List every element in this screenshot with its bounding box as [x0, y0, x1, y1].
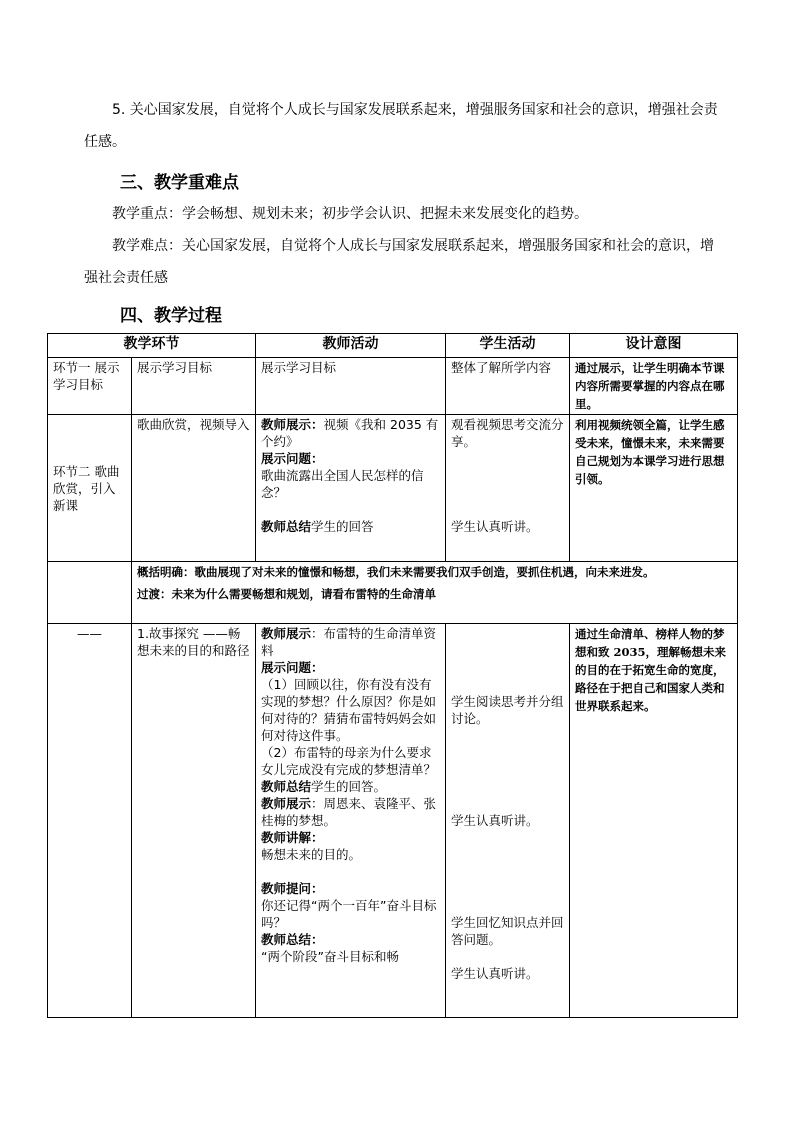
key-point-paragraph	[84, 198, 724, 230]
row3-student-text-1: 学生阅读思考并分组讨论。	[451, 694, 564, 726]
summary-line-1: 概括明确：歌曲展现了对未来的憧憬和畅想，我们未来需要我们双手创造，要抓住机遇，向未来进发。	[137, 565, 655, 579]
row1-design: 通过展示，让学生明确本节课内容所需要掌握的内容点在哪里。	[570, 358, 738, 415]
row2-teacher-text-3: 学生的回答	[311, 519, 374, 534]
row3-design: 通过生命清单、榜样人物的梦想和致 2035，理解畅想未来的目的在于拓宽生命的宽度，路径在于把自己和国家人类和世界联系起来。	[570, 624, 738, 1018]
table-row	[48, 358, 738, 415]
row3-teacher-text-3: 学生的回答。	[311, 779, 387, 794]
row3-teacher-text-1: ：布雷特的生命清单资料	[261, 626, 437, 658]
row2-sub: 歌曲欣赏，视频导入	[132, 415, 256, 562]
row2-teacher-text-2: 歌曲流露出全国人民怎样的信念？	[261, 468, 424, 500]
row1-stage: 环节一 展示学习目标	[48, 358, 132, 415]
row2-student-text-2: 学生认真听讲。	[451, 519, 539, 534]
row2-teacher-text-1: 视频《我和 2035 有个约》	[261, 417, 439, 449]
row2-stage: 环节二 歌曲欣赏，引入新课	[48, 415, 132, 562]
row2-teacher-label-1: 教师展示：	[261, 417, 324, 432]
row3-student-text-3: 学生回忆知识点并回答问题。	[451, 915, 564, 947]
key-point-text: 教学重点：学会畅想、规划未来；初步学会认识、把握未来发展变化的趋势。	[112, 206, 588, 222]
row2-teacher-label-3: 教师总结	[261, 519, 312, 534]
header-student: 学生活动	[446, 334, 570, 358]
row2-teacher-label-2: 展示问题：	[261, 451, 324, 466]
row1-sub: 展示学习目标	[132, 358, 256, 415]
header-teacher: 教师活动	[256, 334, 446, 358]
row3-teacher-label-3: 教师总结	[261, 779, 312, 794]
row1-student: 整体了解所学内容	[446, 358, 570, 415]
row3-teacher-text-7: “两个阶段”奋斗目标和畅	[261, 949, 399, 964]
row3-teacher-label-4: 教师展示	[261, 796, 312, 811]
row3-teacher-label-7: 教师总结：	[261, 932, 324, 947]
row3-teacher-text-6: 你还记得“两个一百年”奋斗目标吗？	[261, 898, 437, 930]
item-5-text: 5. 关心国家发展，自觉将个人成长与国家发展联系起来，增强服务国家和社会的意识，增强社会责任感。	[84, 102, 718, 150]
row3-stage: ——	[48, 624, 132, 1018]
row3-teacher	[256, 624, 446, 1018]
row3-teacher-label-6: 教师提问：	[261, 881, 324, 896]
summary-cell	[132, 562, 738, 624]
row2-design: 利用视频统领全篇，让学生感受未来，憧憬未来，未来需要自己规划为本课学习进行思想引领。	[570, 415, 738, 562]
row3-teacher-text-4: ：周恩来、袁隆平、张桂梅的梦想。	[261, 796, 437, 828]
row3-student-text-4: 学生认真听讲。	[451, 966, 539, 981]
row2-student-text-1: 观看视频思考交流分享。	[451, 417, 564, 449]
row3-teacher-q1: （1）回顾以往，你有没有没有实现的梦想？什么原因？你是如何对待的？猜猜布雷特妈妈会如何对待这件事。	[261, 677, 437, 743]
row3-sub: 1.故事探究 ——畅想未来的目的和路径	[132, 624, 256, 1018]
row3-teacher-label-2: 展示问题：	[261, 660, 324, 675]
table-row	[48, 415, 738, 562]
table-header-row	[48, 334, 738, 358]
row3-teacher-label-5: 教师讲解：	[261, 830, 324, 845]
section-4-heading: 四、教学过程	[120, 306, 222, 326]
row2-teacher	[256, 415, 446, 562]
section-3-heading: 三、教学重难点	[120, 173, 239, 193]
header-stage: 教学环节	[48, 334, 256, 358]
difficulty-paragraph	[84, 230, 724, 294]
summary-blank-cell	[48, 562, 132, 624]
teaching-process-table	[47, 333, 738, 1018]
paragraph-item-5	[84, 94, 724, 158]
difficulty-text: 教学难点：关心国家发展，自觉将个人成长与国家发展联系起来，增强服务国家和社会的意识，增强社会责任感	[84, 238, 714, 286]
row3-teacher-label-1: 教师展示	[261, 626, 312, 641]
header-design: 设计意图	[570, 334, 738, 358]
row1-teacher: 展示学习目标	[256, 358, 446, 415]
summary-line-2: 过渡：未来为什么需要畅想和规划，请看布雷特的生命清单	[137, 587, 436, 601]
table-row	[48, 624, 738, 1018]
row3-teacher-q2: （2）布雷特的母亲为什么要求女儿完成没有完成的梦想清单？	[261, 745, 437, 777]
summary-row	[48, 562, 738, 624]
row3-student-text-2: 学生认真听讲。	[451, 813, 539, 828]
row2-student	[446, 415, 570, 562]
row3-student	[446, 624, 570, 1018]
row3-teacher-text-5: 畅想未来的目的。	[261, 847, 362, 862]
